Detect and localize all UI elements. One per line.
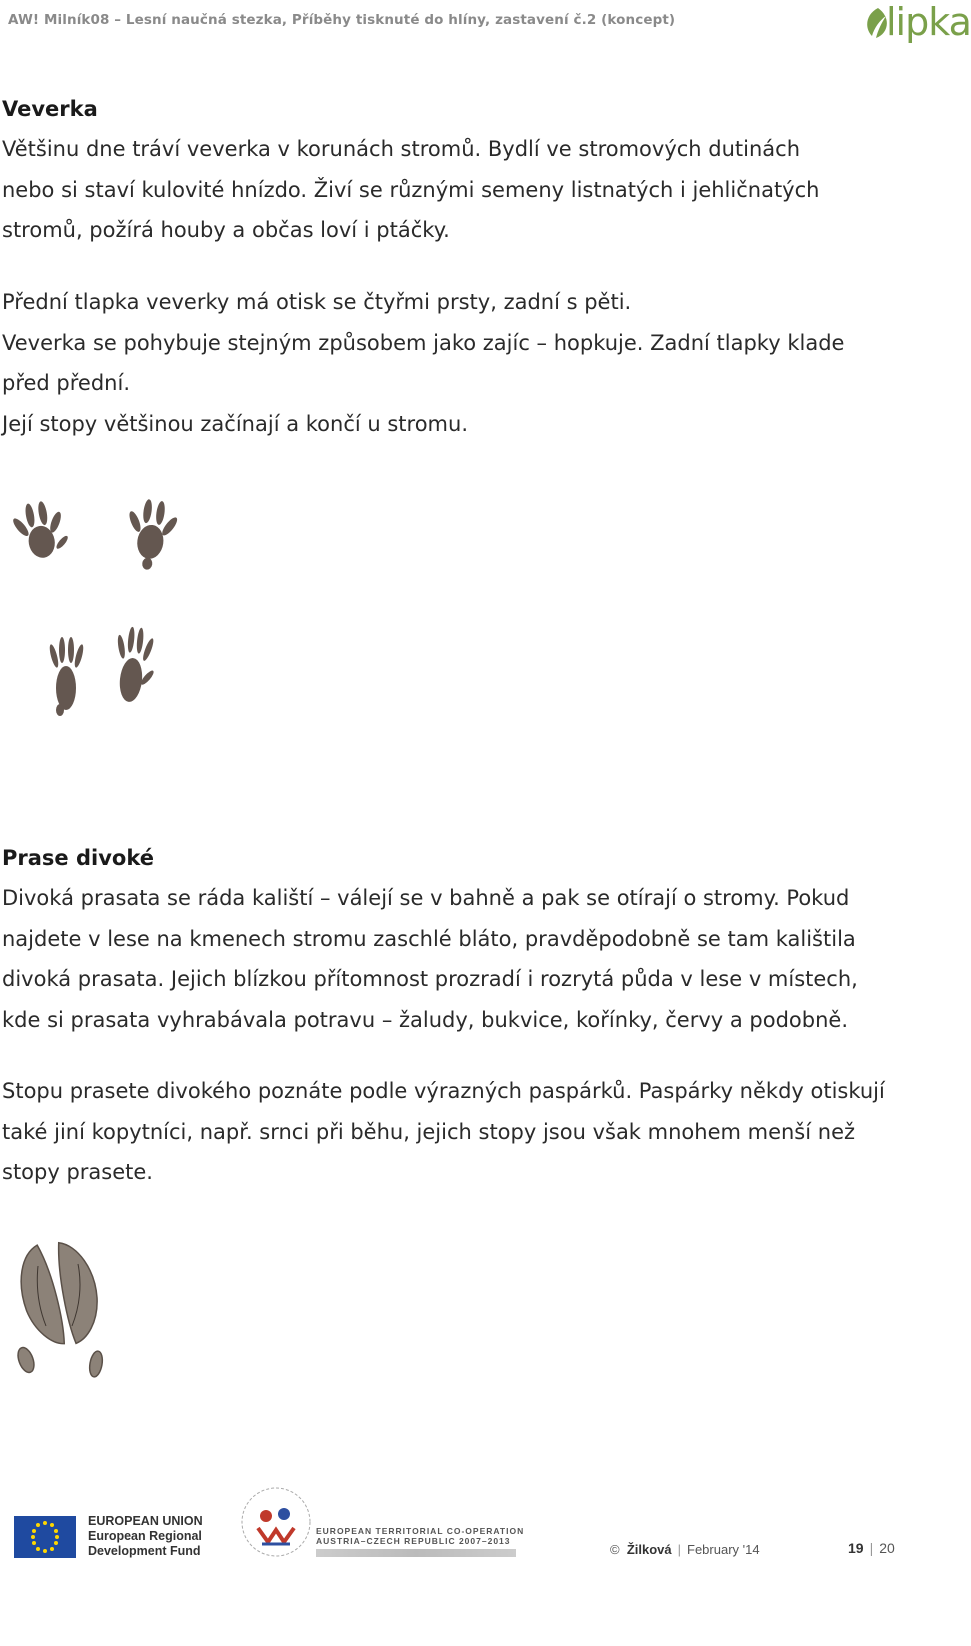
current-page: 19	[848, 1540, 864, 1556]
text-line: Veverka se pohybuje stejným způsobem jako zajíc – hopkuje. Zadní tlapky klade	[2, 330, 845, 355]
text-line: také jiní kopytníci, např. srnci při běhu, jejich stopy jsou však mnohem menší než	[2, 1119, 856, 1144]
text-line: Přední tlapka veverky má otisk se čtyřmi prsty, zadní s pěti.	[2, 290, 632, 314]
lipka-logo	[862, 0, 971, 44]
author: Žilková	[626, 1542, 672, 1557]
text-line: stopy prasete.	[2, 1160, 153, 1184]
text-line: Stopu prasete divokého poznáte podle výrazných paspárků. Paspárky někdy otiskují	[2, 1079, 885, 1103]
cooperation-emblem-icon	[236, 1478, 316, 1564]
text-line: Její stopy většinou začínají a končí u stromu.	[2, 411, 468, 436]
eu-logo-text	[88, 1514, 203, 1559]
eu-line: Development Fund	[88, 1544, 201, 1558]
cooperation-logo	[236, 1478, 526, 1568]
separator: |	[869, 1540, 874, 1556]
total-pages: 20	[879, 1540, 895, 1556]
cooperation-line: EUROPEAN TERRITORIAL CO-OPERATION	[316, 1526, 525, 1536]
eu-line: EUROPEAN UNION	[88, 1514, 203, 1528]
squirrel-tracks-icon	[4, 490, 194, 730]
cooperation-text	[316, 1526, 524, 1557]
text-line: Většinu dne tráví veverka v korunách stromů. Bydlí ve stromových dutinách	[2, 137, 801, 161]
cooperation-line: AUSTRIA–CZECH REPUBLIC 2007–2013	[316, 1536, 511, 1546]
separator: |	[677, 1542, 682, 1557]
copyright-icon: ©	[610, 1542, 620, 1557]
text-line: před přední.	[2, 371, 130, 395]
document-title: AW! Milník08 – Lesní naučná stezka, Příběhy tisknuté do hlíny, zastavení č.2 (koncept)	[8, 12, 676, 28]
text-line: najdete v lese na kmenech stromu zaschlé bláto, pravděpodobně se tam kalištila	[2, 926, 856, 951]
text-line: stromů, požírá houby a občas loví i ptáčky.	[2, 218, 450, 242]
eu-flag-icon	[14, 1516, 76, 1558]
logo-text: lipka	[886, 0, 971, 44]
eu-logo	[14, 1512, 214, 1562]
paragraph-veverka-2	[2, 282, 942, 444]
date: February '14	[687, 1542, 760, 1557]
text-line: nebo si staví kulovité hnízdo. Živí se různými semeny listnatých i jehličnatých	[2, 177, 820, 202]
text-line: kde si prasata vyhrabávala potravu – žaludy, bukvice, kořínky, červy a podobně.	[2, 1007, 849, 1032]
footer-meta	[610, 1542, 760, 1557]
section-heading-veverka: Veverka	[2, 97, 98, 121]
eu-line: European Regional	[88, 1529, 202, 1543]
boar-track-icon	[8, 1236, 118, 1386]
text-line: Divoká prasata se ráda kaliští – válejí se v bahně a pak se otírají o stromy. Pokud	[2, 886, 850, 910]
cooperation-small-print	[316, 1549, 516, 1557]
paragraph-veverka-1	[2, 129, 942, 251]
section-heading-prase: Prase divoké	[2, 846, 154, 870]
paragraph-prase-1	[2, 878, 942, 1040]
paragraph-prase-2	[2, 1071, 942, 1193]
page-number	[848, 1540, 895, 1556]
text-line: divoká prasata. Jejich blízkou přítomnost prozradí i rozrytá půda v lese v místech,	[2, 967, 858, 991]
